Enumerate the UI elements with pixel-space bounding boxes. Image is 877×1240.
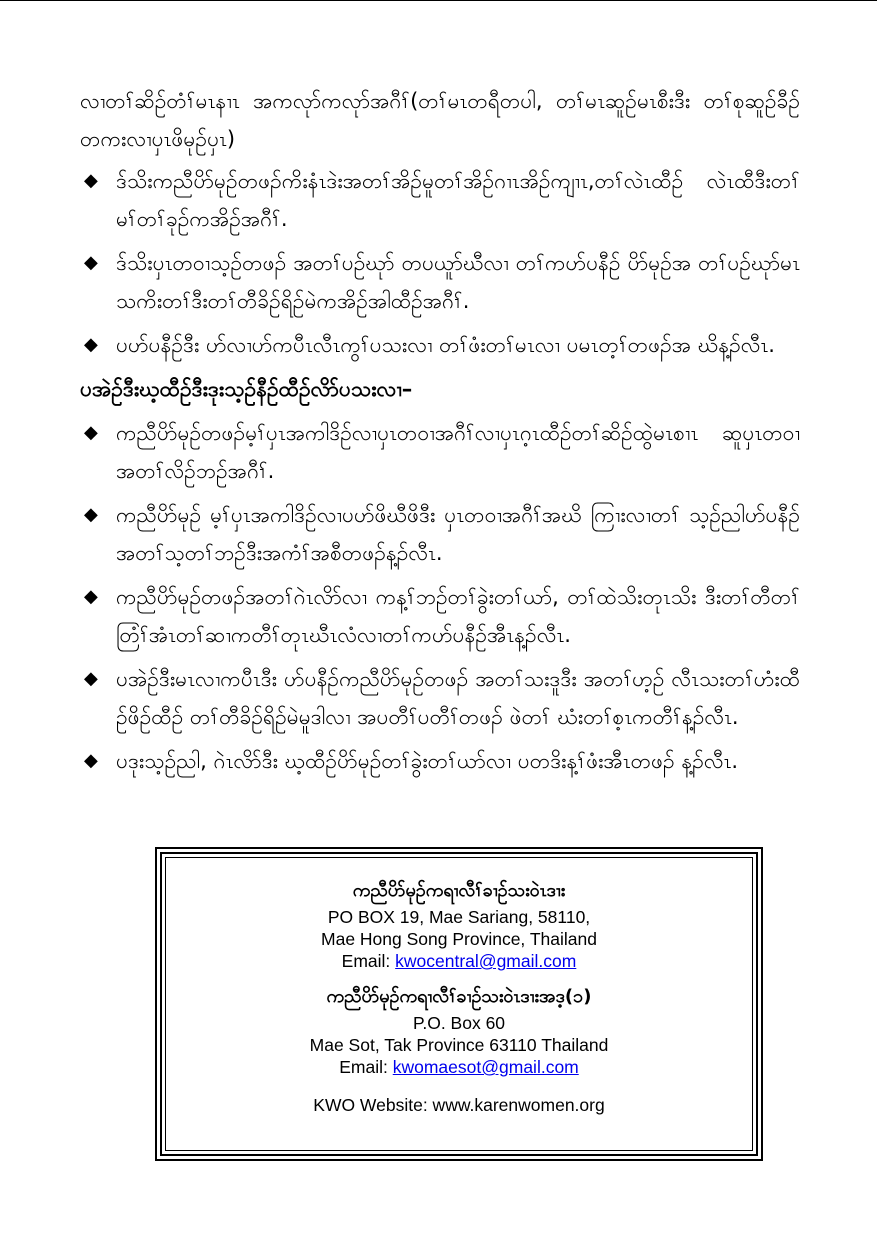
diamond-bullet-icon: ◆ (84, 586, 98, 607)
list-item-text: ကညီပိာ်မုဉ် မ့ၢ်ပှၤအကါဒိဉ်လၢပဟ်ဖိဃီဖိဒီး ပှၤတဝၢအဂီၢ်အဃိ ကြၢးလၢတၢ် သ့ဉ်ညါဟ်ပနီဉ်အတၢ်သ့တၢ်ဘဉ်ဒီးအကံၢ်အစီတဖၣ်န့ၣ်လီၤ. (116, 503, 800, 565)
diamond-bullet-icon: ◆ (84, 504, 98, 525)
list-item-text: ဒ်သိးကညီပိာ်မုဉ်တဖၣ်ကိးနံၤဒဲးအတၢ်အိဉ်မူတၢ်အိဉ်ဂၢၤအိဉ်ကျၢၤ,တၢ်လဲၤထီဉ် လဲၤထီဒီးတၢ်မၢ်တၢ်ခုဉ်ကအိဉ်အဂီၢ်. (116, 169, 800, 231)
contact-box (155, 847, 763, 1161)
diamond-bullet-icon: ◆ (84, 170, 98, 191)
document-body (80, 82, 800, 786)
contact-box-content (165, 857, 753, 1151)
list-item-text: ပဟ်ပနီဉ်ဒီး ဟ်လၢပာ်ကပီၤလီၤကွၢ်ပသးလၢ တၢ်ဖံးတၢ်မၤလၢ ပမၤတ့ၢ်တဖၣ်အ ဃိန့ၣ်လီၤ. (116, 333, 775, 357)
office-address-line: P.O. Box 60 (412, 1013, 506, 1033)
office-email-line (166, 950, 752, 972)
list-item (80, 578, 800, 654)
list-item-text: ဒ်သိးပှၤတဝၢသ့ဉ်တဖၣ် အတၢ်ပဉ်ဃုာ် တပယူာ်ဃီလၢ တၢ်ကဟ်ပနီဉ် ပိာ်မုဉ်အ တၢ်ပဉ်ဃုာ်မၤသကိးတၢ်ဒီးတၢ်တီခိဉ်ရိဉ်မဲကအိဉ်အါထီဉ်အဂီၢ်. (116, 251, 800, 313)
list-item (80, 162, 800, 238)
diamond-bullet-icon: ◆ (84, 334, 98, 355)
website-line: KWO Website: www.karenwomen.org (313, 1095, 605, 1115)
office-address-line: Mae Hong Song Province, Thailand (321, 929, 597, 949)
office-central (166, 876, 752, 972)
office-address-line: PO BOX 19, Mae Sariang, 58110, (327, 907, 591, 927)
list-item-text: ပဒုးသ့ဉ်ညါ, ဂဲၤလိာ်ဒီး ဃ့ထီဉ်ပိာ်မုဉ်တၢ်ခွဲးတၢ်ယာ်လၢ ပတဒိးန့ၢ်ဖံးအီၤတဖၣ် န့ၣ်လီၤ. (116, 749, 739, 773)
intro-paragraph: လၢတၢ်ဆိဉ်တံၢ်မၤနၢၤ အကလုာ်ကလုာ်အဂီၢ်(တၢ်မၤတရီတပါ, တၢ်မၤဆူဉ်မၤစီးဒီး တၢ်စုဆူဉ်ခီဉ်တကးလၢပှၤဖိမုဉ်ပှၤ) (80, 89, 800, 151)
contact-box-frame (160, 852, 758, 1156)
list-item (80, 496, 800, 572)
office-name: ကညီပိာ်မုဉ်ကရၢလီၢ်ခၢဉ်သးဝဲၤဒၢးအဒ့(၁) (326, 986, 592, 1007)
diamond-bullet-icon: ◆ (84, 668, 98, 689)
list-item (80, 244, 800, 320)
list-item-text: ကညီပိာ်မုဉ်တဖၣ်အတၢ်ဂဲၤလိာ်လၢ ကန့ၢ်ဘဉ်တၢ်ခွဲးတၢ်ယာ်, တၢ်ထဲသိးတုၤသိး ဒီးတၢ်တီတၢ်တြံၢ်အံၤတၢ်ဆၢကတီၢ်တုၤဃီၤလံလၢတၢ်ကဟ်ပနီဉ်အီၤန့ၣ်လီၤ. (116, 585, 800, 647)
section-subheading: ပအဲဉ်ဒီးဃ့ထီဉ်ဒီးဒုးသ့ဉ်နီဉ်ထီဉ်လိာ်ပသးလၢ– (80, 377, 413, 401)
diamond-bullet-icon: ◆ (84, 422, 98, 443)
office-email-line (166, 1056, 752, 1078)
office-mae-sot (166, 982, 752, 1078)
list-item (80, 742, 800, 780)
office-name: ကညီပိာ်မုဉ်ကရၢလီၢ်ခၢဉ်သးဝဲၤဒၢး (352, 880, 566, 901)
list-item (80, 326, 800, 364)
list-item (80, 414, 800, 490)
list-item-text: ပအဲဉ်ဒီးမၤလၢကပီၤဒီး ဟ်ပနီဉ်ကညီပိာ်မုဉ်တဖၣ် အတၢ်သးဒူဒီး အတၢ်ဟ့ဉ် လီၤသးတၢ်ဟံးထီဉ်ဖိဉ်ထီဉ် တၢ်တီခိဉ်ရိဉ်မဲမူဒါလၢ အပတီၢ်ပတီၢ်တဖၣ် ဖဲတၢ် ဃံးတၢ်စ့ၤကတီၢ်န့ၣ်လီၤ. (116, 667, 800, 729)
email-link[interactable]: kwocentral@gmail.com (395, 951, 577, 971)
office-address-line: Mae Sot, Tak Province 63110 Thailand (309, 1035, 609, 1055)
diamond-bullet-icon: ◆ (84, 750, 98, 771)
email-link[interactable]: kwomaesot@gmail.com (392, 1057, 579, 1077)
email-label: Email: (339, 1057, 393, 1077)
list-item (80, 660, 800, 736)
diamond-bullet-icon: ◆ (84, 252, 98, 273)
list-item-text: ကညီပိာ်မုဉ်တဖၣ်မ့ၢ်ပှၤအကါဒိဉ်လၢပှၤတဝၢအဂီၢ်လၢပှၤဂ့ၤထီဉ်တၢ်ဆိဉ်ထွဲမၤစၢၤ ဆူပှၤတဝၢအတၢ်လိဉ်ဘဉ်အဂီၢ်. (116, 421, 800, 483)
email-label: Email: (341, 951, 396, 971)
page-top-rule (0, 0, 877, 1)
